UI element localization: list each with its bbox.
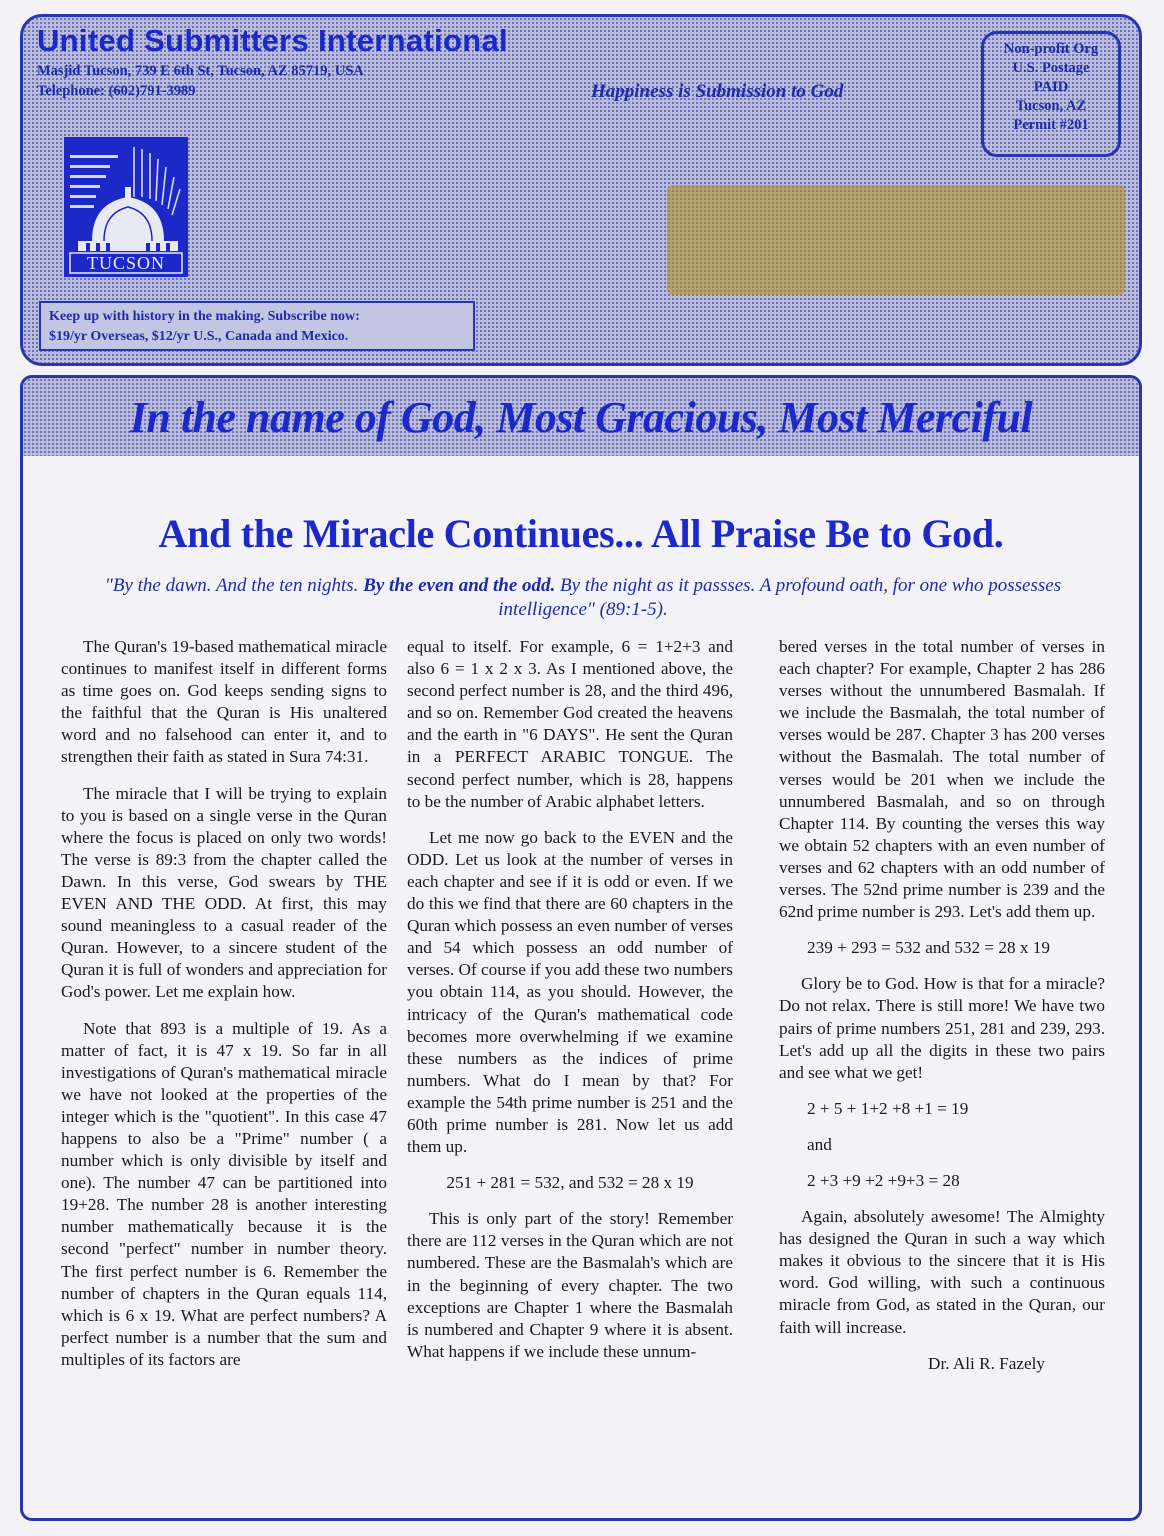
article-column-3 — [779, 636, 1105, 1389]
paragraph: Let me now go back to the EVEN and the ODD. Let us look at the number of verses in each chapter and see if it is odd or even. If we do this we find that there are 60 chapters in the Quran which possess an even number of verses and 54 which possess an odd number of verses. Of course if you add these two numbers you obtain 114, as you should. However, the intricacy of the Quran's mathematical code becomes more overwhelming if we examine these numbers as the indices of prime numbers. What do I mean by that? For example the 54th prime number is 251 and the 60th prime number is 281. Now let us add them up. — [407, 827, 734, 1157]
postage-line: U.S. Postage — [1012, 60, 1090, 76]
postage-line: Permit #201 — [1013, 117, 1089, 133]
tagline: Happiness is Submission to God — [591, 81, 844, 102]
subscribe-line: Keep up with history in the making. Subscribe now: — [49, 309, 360, 324]
mailer-header — [20, 14, 1142, 366]
epigraph-emphasis: By the even and the odd. — [363, 575, 556, 596]
postage-line: PAID — [1033, 79, 1069, 95]
article-column-2 — [407, 636, 733, 1377]
address-window — [667, 185, 1125, 295]
epigraph-part: By the night as it passses. A profound oath, for one who possesses intelligence" (89:1-5). — [498, 575, 1062, 620]
paragraph: Again, absolutely awesome! The Almighty has designed the Quran in such a way which makes it obvious to the sincere that it is His word. God willing, with such a continuous miracle from God, as stated in the Quran, our faith will increase. — [779, 1207, 1105, 1337]
article-column-1 — [61, 636, 387, 1385]
paragraph: equal to itself. For example, 6 = 1+2+3 and also 6 = 1 x 2 x 3. As I mentioned above, the second perfect number is 28, and the third 496, and so on. Remember God created the heavens and the earth in "6 DAYS". He sent the Quran in a PERFECT ARABIC TONGUE. The second perfect number, which is 28, happens to be the number of Arabic alphabet letters. — [407, 637, 733, 811]
bismillah-heading: In the name of God, Most Gracious, Most Merciful — [129, 393, 1033, 442]
paragraph: The miracle that I will be trying to explain to you is based on a single verse in the Quran where the focus is placed on only two words! The verse is 89:3 from the chapter called the Dawn. In this verse, God swears by THE EVEN AND THE ODD. At first, this may sound meaningless to a casual reader of the Quran. However, to a sincere student of the Quran it is full of wonders and appreciation for God's power. Let me explain how. — [61, 783, 387, 1002]
postage-indicia — [981, 31, 1121, 157]
equation: 239 + 293 = 532 and 532 = 28 x 19 — [807, 938, 1050, 958]
paragraph: This is only part of the story! Remember there are 112 verses in the Quran which are not numbered. These are the Basmalah's which are in the beginning of every chapter. The two exceptions are Chapter 1 where the Basmalah is numbered and Chapter 9 where it is absent. What happens if we include these unnum- — [407, 1209, 733, 1361]
paragraph: The Quran's 19-based mathematical miracle continues to manifest itself in different forms as time goes on. God keeps sending signs to the faithful that the Quran is His unaltered word and no falsehood can enter it, and to strengthen their faith as stated in Sura 74:31. — [61, 637, 387, 767]
equation: 251 + 281 = 532, and 532 = 28 x 19 — [446, 1173, 694, 1193]
postage-line: Tucson, AZ — [1015, 98, 1087, 114]
logo-text: TUCSON — [86, 253, 165, 273]
org-address: Masjid Tucson, 739 E 6th St, Tucson, AZ 85719, USA — [37, 63, 364, 79]
epigraph-quote — [63, 574, 1103, 622]
paragraph: Note that 893 is a multiple of 19. As a matter of fact, it is 47 x 19. So far in all investigations of Quran's mathematical miracle we have not looked at the properties of the integer which is the "quotient". In this case 47 happens to also be a "Prime" number ( a number which is only divisible by itself and one). The number 47 can be partitioned into 19+28. The number 28 is another interesting number mathematically because it is the second "perfect" number in number theory. The first perfect number is 6. Remember the number of chapters in the Quran equals 114, which is 6 x 19. What are perfect numbers? A perfect number is a number that the sum and multiples of its factors are — [61, 1018, 387, 1369]
subscribe-line: $19/yr Overseas, $12/yr U.S., Canada and Mexico. — [49, 329, 349, 344]
equation: 2 +3 +9 +2 +9+3 = 28 — [807, 1170, 960, 1190]
epigraph-part: "By the dawn. And the ten nights. — [104, 575, 364, 596]
author-signature: Dr. Ali R. Fazely — [928, 1353, 1045, 1373]
article-frame — [20, 375, 1142, 1521]
equation: 2 + 5 + 1+2 +8 +1 = 19 — [807, 1098, 969, 1118]
equation-connector: and — [807, 1134, 832, 1154]
paragraph: Glory be to God. How is that for a miracle? Do not relax. There is still more! We have two pairs of prime numbers 251, 281 and 239, 293. Let's add up all the digits in these two pairs and see what we get! — [779, 974, 1105, 1082]
subscribe-box — [39, 301, 475, 351]
postage-line: Non-profit Org — [1003, 41, 1099, 57]
org-name: United Submitters International — [37, 23, 508, 58]
paragraph: bered verses in the total number of verses in each chapter? For example, Chapter 2 has 286 verses without the unnumbered Basmalah. If we include the Basmalah, the total number of verses would be 287. Chapter 3 has 200 verses without the Basmalah. The total number of verses would be 201 when we include the unnumbered Basmalah, and so on through Chapter 114. By counting the verses this way we obtain 52 chapters with an even number of verses and 62 chapters with an odd number of verses. The 52nd prime number is 239 and the 62nd prime number is 293. Let's add them up. — [779, 637, 1105, 922]
org-phone: Telephone: (602)791-3989 — [37, 83, 196, 99]
article-headline: And the Miracle Continues... All Praise Be to God. — [158, 511, 1004, 556]
